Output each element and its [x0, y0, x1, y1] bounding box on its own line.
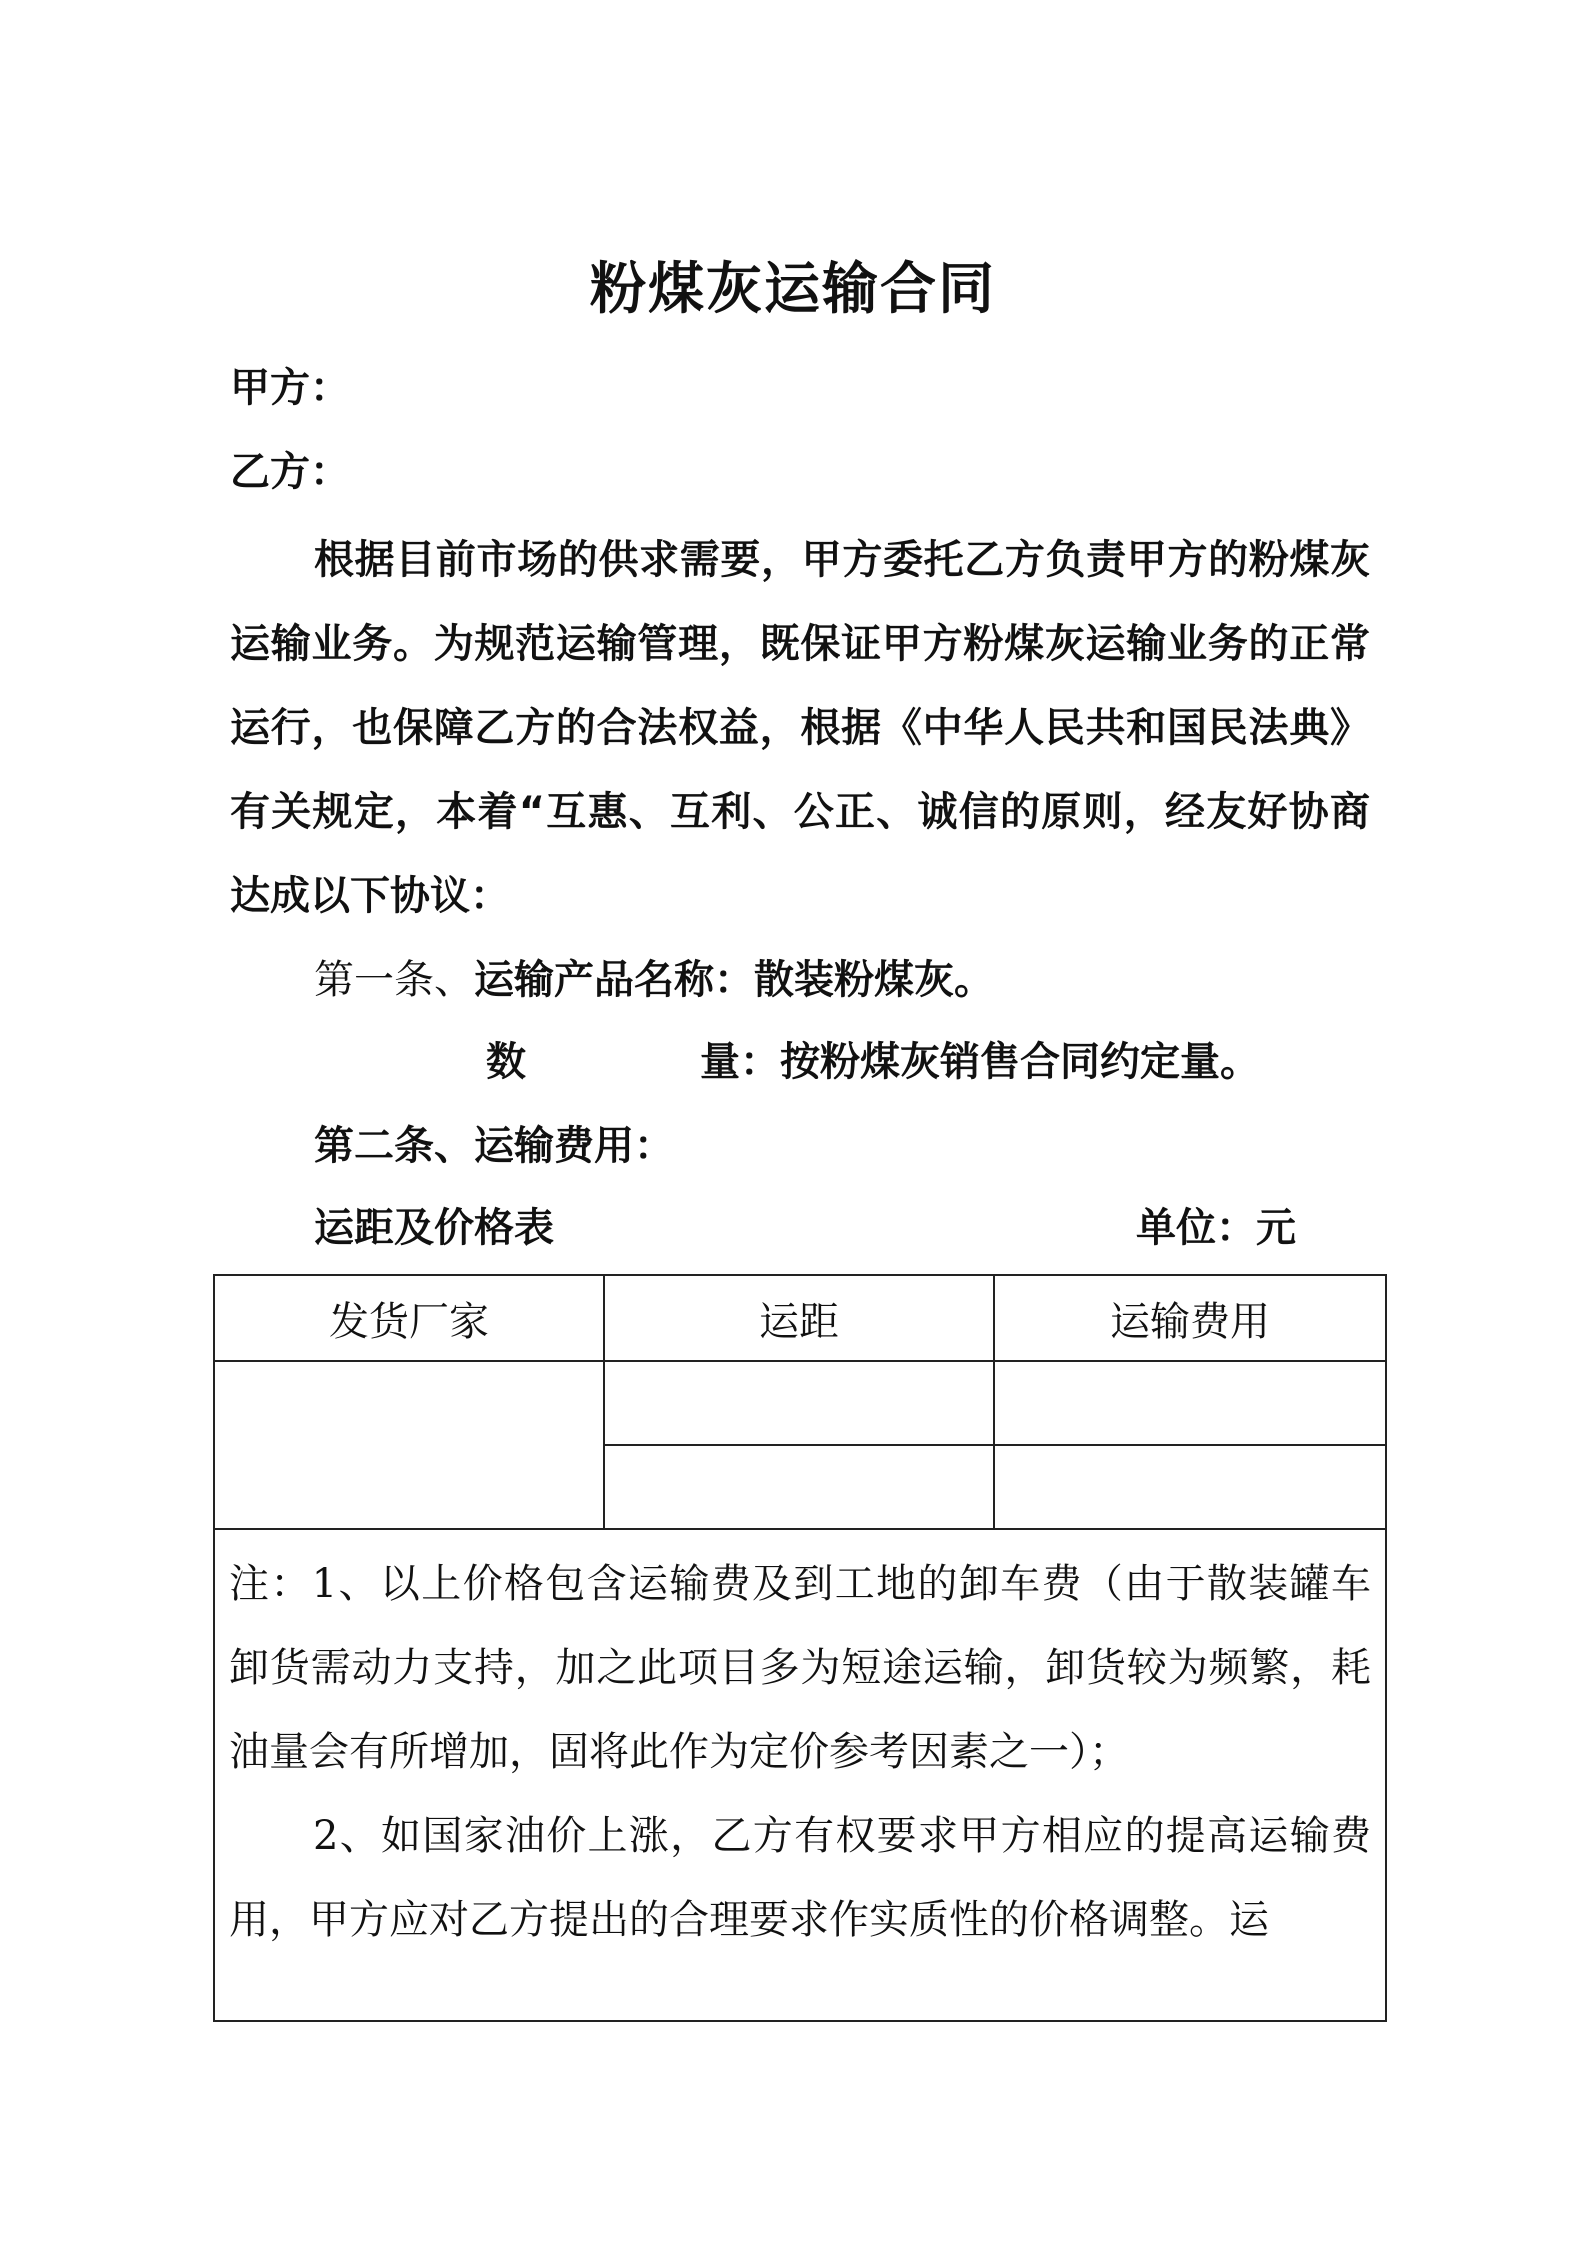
table-title: 运距及价格表	[314, 1205, 554, 1251]
header-fee: 运输费用	[994, 1275, 1386, 1361]
header-distance: 运距	[604, 1275, 994, 1361]
intro-paragraph: 根据目前市场的供求需要，甲方委托乙方负责甲方的粉煤灰运输业务。为规范运输管理，既保证甲方粉煤灰运输业务的正常运行，也保障乙方的合法权益，根据《中华人民共和国民法典》有关规定，本着“互惠、互利、公正、诚信的原则，经友好协商达成以下协议：	[230, 537, 1370, 919]
article-1-label: 第一条、	[314, 957, 474, 1003]
document-title: 粉煤灰运输合同	[590, 257, 996, 322]
article-2-heading: 第二条、运输费用：	[314, 1123, 674, 1169]
table-header-row	[214, 1275, 1386, 1361]
note-2: 2、如国家油价上涨，乙方有权要求甲方相应的提高运输费用，甲方应对乙方提出的合理要求作实质性的价格调整。运	[229, 1813, 1371, 1943]
header-shipper: 发货厂家	[214, 1275, 604, 1361]
quantity-value: 按粉煤灰销售合同约定量。	[780, 1039, 1260, 1085]
note-1: 注：1、以上价格包含运输费及到工地的卸车费（由于散装罐车卸货需动力支持，加之此项目多为短途运输，卸货较为频繁，耗油量会有所增加，固将此作为定价参考因素之一）；	[229, 1561, 1371, 1775]
table-row	[214, 1361, 1386, 1445]
quantity-label-b: 量：	[700, 1039, 780, 1085]
notes-cell	[214, 1529, 1386, 2021]
party-a-label: 甲方：	[230, 365, 350, 411]
product-name-value: 散装粉煤灰。	[754, 957, 994, 1003]
quantity-line	[700, 1020, 1260, 1104]
fee-cell	[994, 1361, 1386, 1445]
distance-cell	[604, 1445, 994, 1529]
notes-row	[214, 1529, 1386, 2021]
fee-cell	[994, 1445, 1386, 1529]
shipper-cell	[214, 1361, 604, 1529]
unit-label: 单位：元	[1136, 1205, 1296, 1251]
product-name-label: 运输产品名称：	[474, 957, 754, 1003]
price-table	[213, 1274, 1387, 2022]
party-b-label: 乙方：	[230, 449, 350, 495]
distance-cell	[604, 1361, 994, 1445]
article-1-line	[314, 938, 994, 1022]
quantity-label-a: 数	[486, 1039, 526, 1085]
